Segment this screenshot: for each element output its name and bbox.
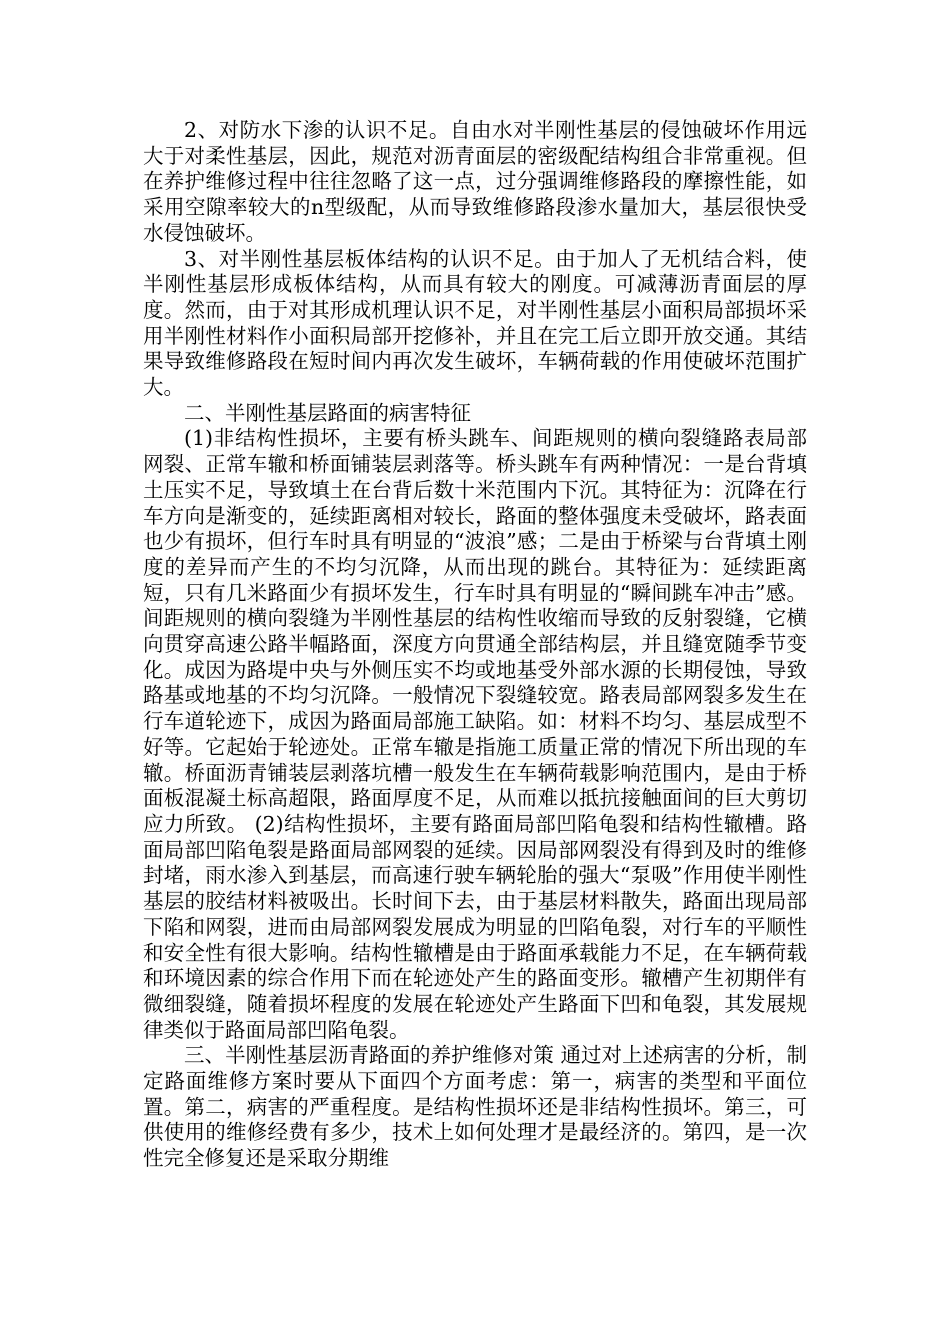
section-heading-distress-features: 二、半刚性基层路面的病害特征	[184, 400, 471, 425]
paragraph-distress-types: (1)非结构性损坏，主要有桥头跳车、间距规则的横向裂缝路表局部网裂、正常车辙和桥面铺装层剥落等。桥头跳车有两种情况：一是台背填土压实不足，导致填土在台背后数十米范围内下沉。其特征为：沉降在行车方向是渐变的，延续距离相对较长，路面的整体强度未受破坏，路表面也少有损坏，但行车时具有明显的“波浪”感；二是由于桥梁与台背填土刚度的差异而产生的不均匀沉降，从而出现的跳台。其特征为：延续距离短，只有几米路面少有损坏发生，行车时具有明显的“瞬间跳车冲击”感。间距规则的横向裂缝为半刚性基层的结构性收缩而导致的反射裂缝，它横向贯穿高速公路半幅路面，深度方向贯通全部结构层，并且缝宽随季节变化。成因为路堤中央与外侧压实不均或地基受外部水源的长期侵蚀，导致路基或地基的不均匀沉降。一般情况下裂缝较宽。路表局部网裂多发生在行车道轮迹下，成因为路面局部施工缺陷。如：材料不均匀、基层成型不好等。它起始于轮迹处。正常车辙是指施工质量正常的情况下所出现的车辙。桥面沥青铺装层剥落坑槽一般发生在车辆荷载影响范围内，是由于桥面板混凝土标高超限，路面厚度不足，从而难以抵抗接触面间的巨大剪切应力所致。 (2)结构性损坏，主要有路面局部凹陷龟裂和结构性辙槽。路面局部凹陷龟裂是路面局部网裂的延续。因局部网裂没有得到及时的维修封堵，雨水渗入到基层，而高速行驶车辆轮胎的强大“泵吸”作用使半刚性基层的胶结材料被吸出。长时间下去，由于基层材料散失，路面出现局部下陷和网裂，进而由局部网裂发展成为明显的凹陷龟裂，对行车的平顺性和安全性有很大影响。结构性辙槽是由于路面承载能力不足，在车辆荷载和环境因素的综合作用下而在轮迹处产生的路面变形。辙槽产生初期伴有微细裂缝，随着损坏程度的发展在轮迹处产生路面下凹和龟裂，其发展规律类似于路面局部凹陷龟裂。	[143, 426, 807, 1042]
paragraph-maintenance-measures: 三、半刚性基层沥青路面的养护维修对策 通过对上述病害的分析，制定路面维修方案时要从下面四个方面考虑：第一，病害的类型和平面位置。第二，病害的严重程度。是结构性损坏还是非结构性损坏。第三，可供使用的维修经费有多少，技术上如何处理才是最经济的。第四，是一次性完全修复还是采取分期维	[143, 1043, 807, 1171]
paragraph-waterproofing: 2、对防水下渗的认识不足。自由水对半刚性基层的侵蚀破坏作用远大于对柔性基层，因此，规范对沥青面层的密级配结构组合非常重视。但在养护维修过程中往往忽略了这一点，过分强调维修路段的摩擦性能，如采用空隙率较大的n型级配，从而导致维修路段渗水量加大，基层很快受水侵蚀破坏。	[143, 118, 807, 245]
document-body	[143, 118, 807, 1172]
paragraph-slab-structure: 3、对半刚性基层板体结构的认识不足。由于加人了无机结合料，使半刚性基层形成板体结构，从而具有较大的刚度。可减薄沥青面层的厚度。然而，由于对其形成机理认识不足，对半刚性基层小面积局部损坏采用半刚性材料作小面积局部开挖修补，并且在完工后立即开放交通。其结果导致维修路段在短时间内再次发生破坏，车辆荷载的作用使破坏范围扩大。	[143, 246, 807, 400]
